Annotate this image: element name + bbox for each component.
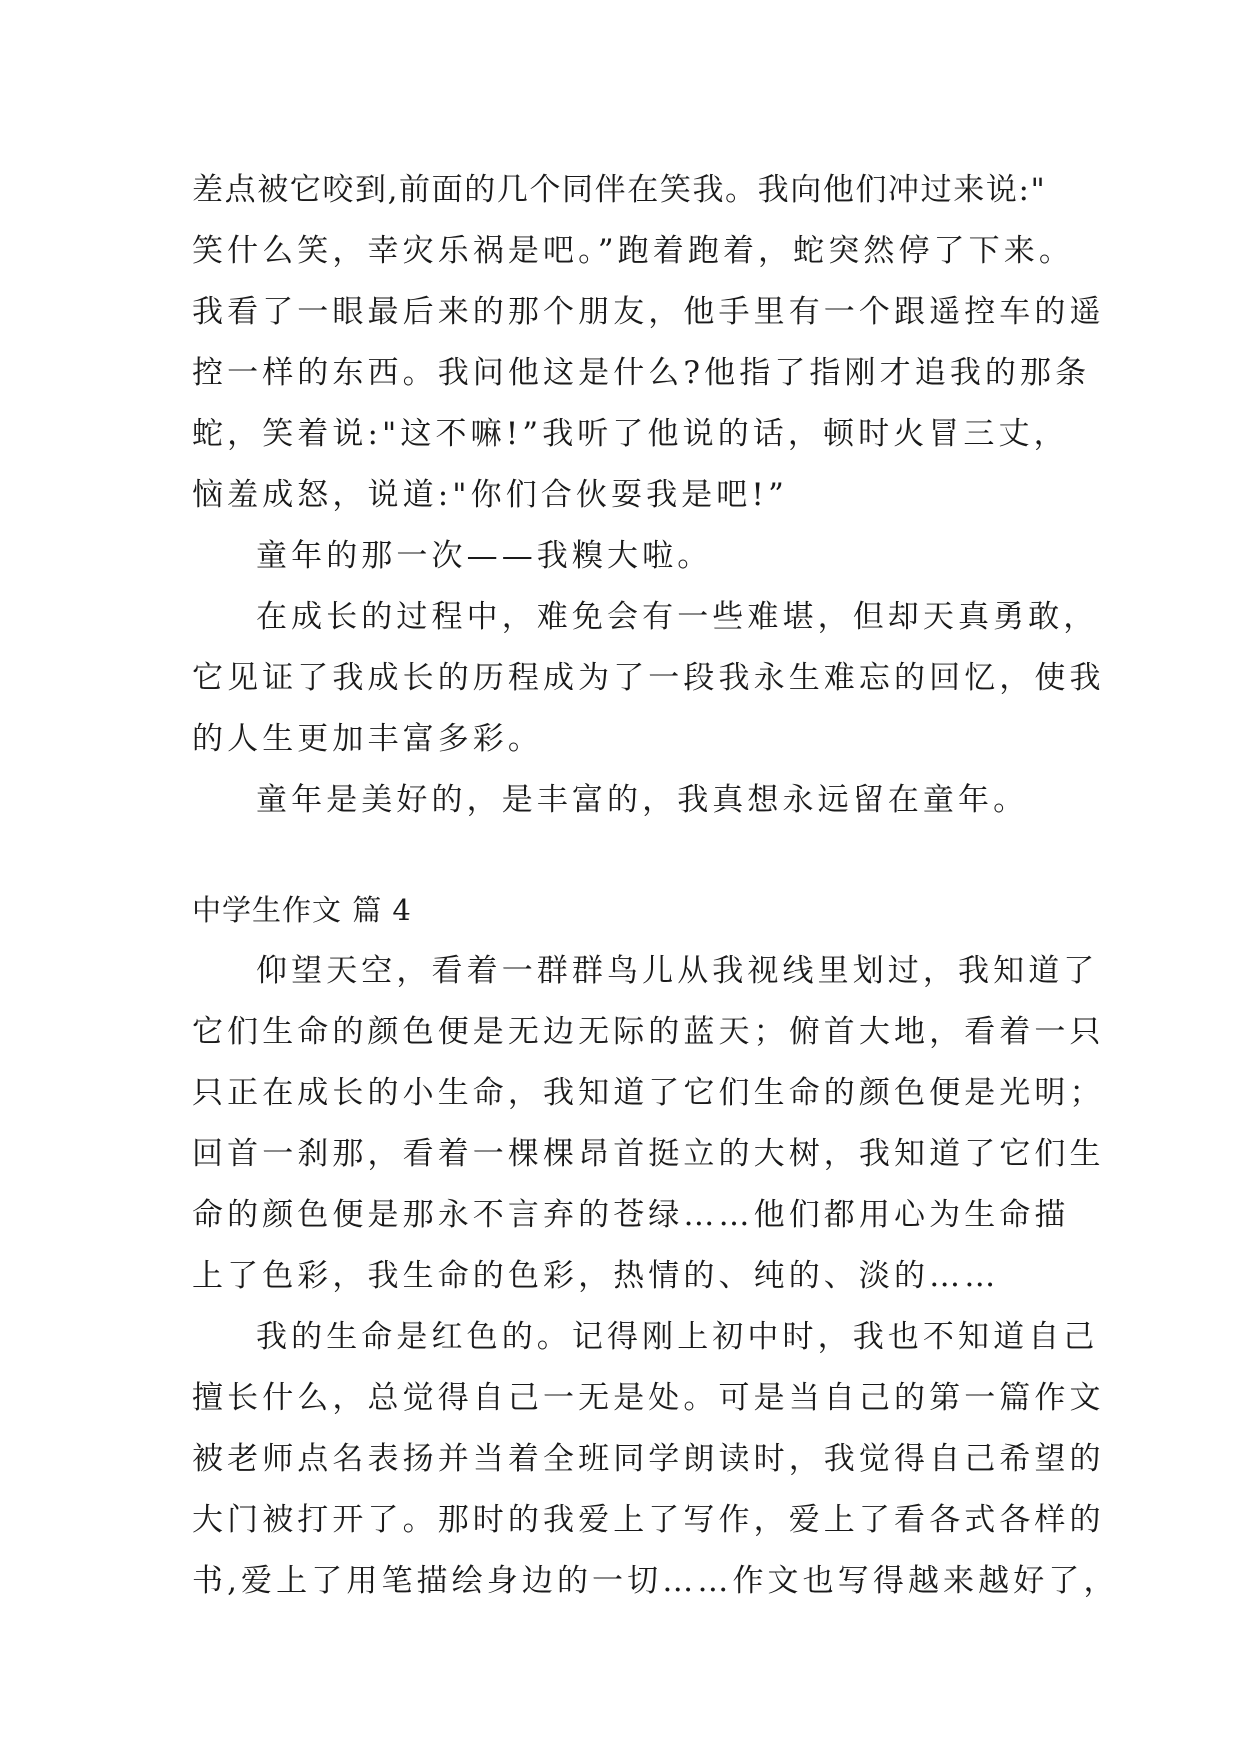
document-body [192, 160, 1119, 1612]
paragraph-5 [192, 941, 1105, 1307]
text-line: 童年是美好的，是丰富的，我真想永远留在童年。 [256, 782, 1029, 818]
text-line: 的人生更加丰富多彩。 [192, 721, 543, 757]
text-line: 命的颜色便是那永不言弃的苍绿……他们都用心为生命描 [192, 1197, 1070, 1233]
text-line: 书,爱上了用笔描绘身边的一切……作文也写得越来越好了， [192, 1563, 1119, 1599]
text-line: 差点被它咬到,前面的几个同伴在笑我。我向他们冲过来说:" [192, 172, 1047, 208]
text-line: 童年的那一次——我糗大啦。 [256, 538, 713, 574]
text-line: 蛇，笑着说:"这不嘛!”我听了他说的话，顿时火冒三丈， [192, 416, 1069, 452]
text-line: 笑什么笑，幸灾乐祸是吧。”跑着跑着，蛇突然停了下来。 [192, 233, 1074, 269]
text-line: 恼羞成怒，说道:"你们合伙耍我是吧!” [192, 477, 788, 513]
paragraph-4 [192, 770, 1072, 831]
text-line: 我看了一眼最后来的那个朋友，他手里有一个跟遥控车的遥 [192, 294, 1105, 330]
paragraph-2 [192, 526, 1072, 587]
text-line: 上了色彩，我生命的色彩，热情的、纯的、淡的…… [192, 1258, 1000, 1294]
text-line: 大门被打开了。那时的我爱上了写作，爱上了看各式各样的 [192, 1502, 1105, 1538]
text-line: 它见证了我成长的历程成为了一段我永生难忘的回忆，使我 [192, 660, 1105, 696]
section-heading: 中学生作文 篇 4 [192, 893, 412, 927]
text-line: 它们生命的颜色便是无边无际的蓝天；俯首大地，看着一只 [192, 1014, 1105, 1050]
paragraph-6 [192, 1307, 1119, 1612]
paragraph-1 [192, 160, 1105, 526]
text-line: 控一样的东西。我问他这是什么?他指了指刚才追我的那条 [192, 355, 1091, 391]
text-line: 在成长的过程中，难免会有一些难堪，但却天真勇敢， [256, 599, 1099, 635]
paragraph-3 [192, 587, 1105, 770]
text-line: 仰望天空，看着一群群鸟儿从我视线里划过，我知道了 [256, 953, 1099, 989]
section-spacer [192, 831, 1072, 880]
text-line: 我的生命是红色的。记得刚上初中时，我也不知道自己 [256, 1319, 1099, 1355]
text-line: 擅长什么，总觉得自己一无是处。可是当自己的第一篇作文 [192, 1380, 1105, 1416]
text-line: 只正在成长的小生命，我知道了它们生命的颜色便是光明； [192, 1075, 1105, 1111]
text-line: 被老师点名表扬并当着全班同学朗读时，我觉得自己希望的 [192, 1441, 1105, 1477]
text-line: 回首一刹那，看着一棵棵昂首挺立的大树，我知道了它们生 [192, 1136, 1105, 1172]
